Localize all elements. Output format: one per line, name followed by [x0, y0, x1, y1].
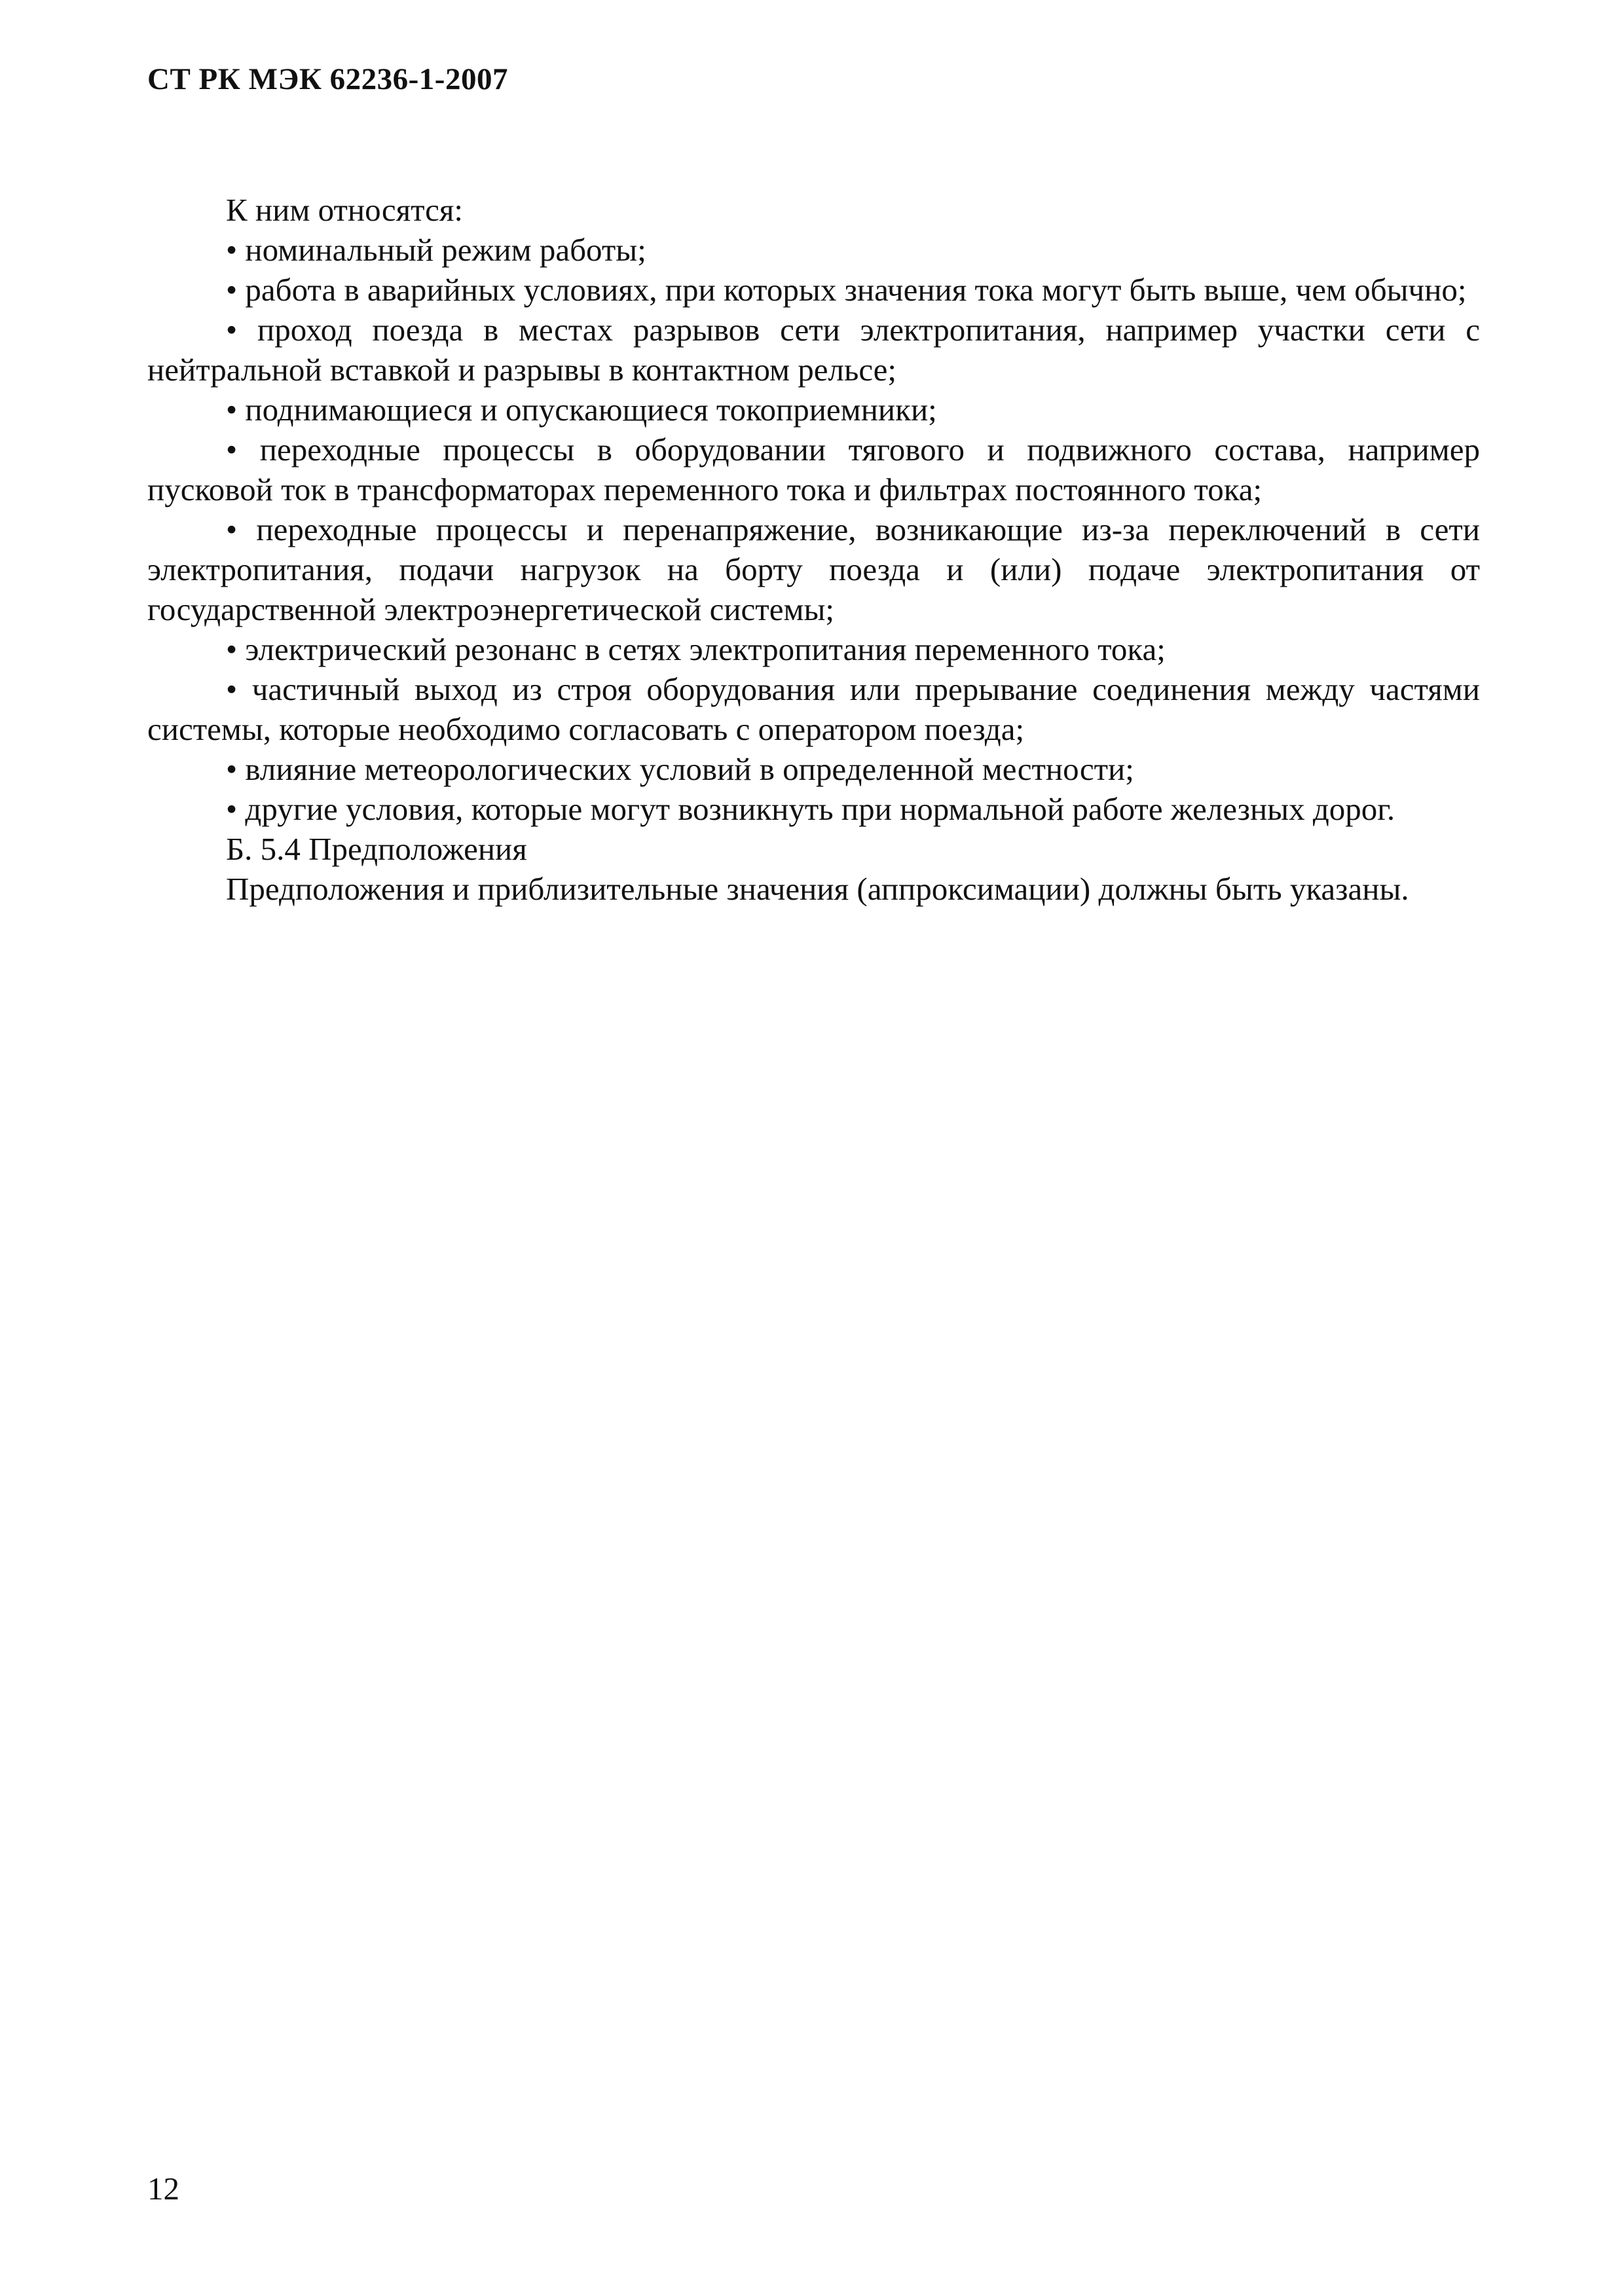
list-item: • номинальный режим работы; — [226, 232, 646, 268]
document-body — [147, 190, 1480, 909]
list-item: • поднимающиеся и опускающиеся токоприемники; — [226, 392, 937, 428]
section-paragraph: Предположения и приблизительные значения (аппроксимации) должны быть указаны. — [226, 871, 1409, 907]
list-item: • работа в аварийных условиях, при которых значения тока могут быть выше, чем обычно; — [226, 272, 1467, 308]
list-item: • проход поезда в местах разрывов сети электропитания, например участки сети с нейтральной вставкой и разрывы в контактном рельсе; — [147, 312, 1480, 388]
list-item: • переходные процессы и перенапряжение, возникающие из-за переключений в сети электропитания, подачи нагрузок на борту поезда и (или) подаче электропитания от государственной электроэнергетической системы; — [147, 511, 1480, 627]
intro-line: К ним относятся: — [226, 192, 464, 228]
page-header-standard-code: СТ РК МЭК 62236-1-2007 — [147, 62, 508, 96]
list-item: • частичный выход из строя оборудования или прерывание соединения между частями системы, которые необходимо согласовать с оператором поезда; — [147, 671, 1480, 747]
list-item: • влияние метеорологических условий в определенной местности; — [226, 751, 1134, 787]
page-number: 12 — [147, 2171, 179, 2207]
list-item: • электрический резонанс в сетях электропитания переменного тока; — [226, 631, 1166, 667]
section-heading: Б. 5.4 Предположения — [226, 831, 527, 867]
list-item: • другие условия, которые могут возникнуть при нормальной работе железных дорог. — [226, 791, 1395, 827]
list-item: • переходные процессы в оборудовании тягового и подвижного состава, например пусковой ток в трансформаторах переменного тока и фильтрах постоянного тока; — [147, 431, 1480, 507]
